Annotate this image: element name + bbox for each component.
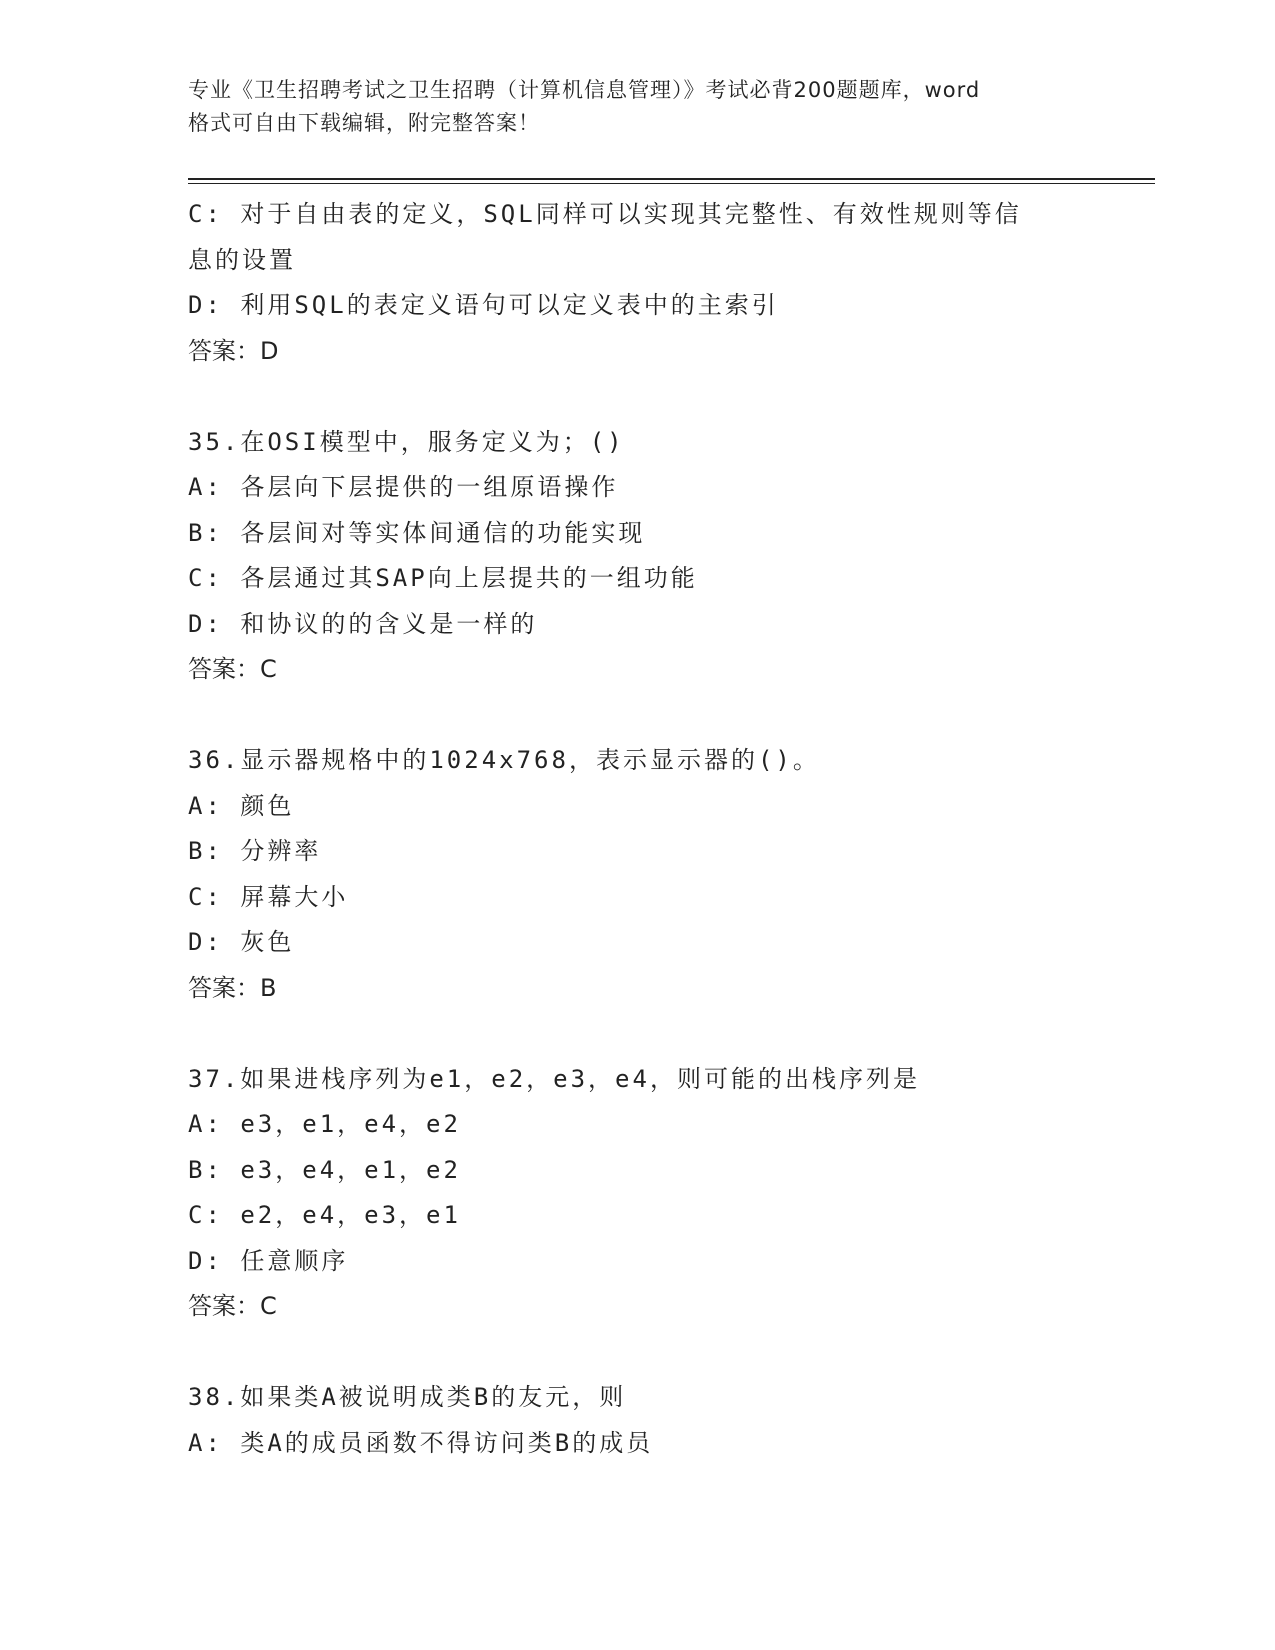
text-line: C: 屏幕大小 [188, 882, 349, 911]
question-content [188, 192, 1088, 1466]
answer-line: 答案：D [188, 336, 279, 365]
text-line: 36.显示器规格中的1024x768，表示显示器的()。 [188, 746, 820, 774]
text-line: A: 各层向下层提供的一组原语操作 [188, 473, 619, 501]
answer-line: 答案：C [188, 1292, 277, 1320]
question-gap [188, 1330, 1088, 1376]
text-line: A: 类A的成员函数不得访问类B的成员 [188, 1428, 654, 1457]
text-line: 息的设置 [188, 245, 296, 274]
text-line: D: 灰色 [188, 928, 295, 956]
text-line: 37.如果进栈序列为e1，e2，e3，e4，则可能的出栈序列是 [188, 1064, 920, 1093]
text-line: 35.在OSI模型中，服务定义为；() [188, 427, 625, 456]
header-line-2: 格式可自由下载编辑，附完整答案！ [188, 111, 540, 135]
text-line: A: 颜色 [188, 791, 295, 820]
text-line: B: e3，e4，e1，e2 [188, 1155, 461, 1184]
answer-line: 答案：C [188, 655, 277, 683]
header-divider-thin [188, 183, 1155, 184]
header-line-1: 专业《卫生招聘考试之卫生招聘（计算机信息管理）》考试必背200题题库，word [188, 78, 981, 102]
text-line: A: e3，e1，e4，e2 [188, 1110, 461, 1138]
text-line: C: e2，e4，e3，e1 [188, 1201, 461, 1229]
header-divider-thick [188, 178, 1155, 180]
question-gap [188, 374, 1088, 420]
text-line: D: 和协议的的含义是一样的 [188, 609, 538, 638]
question-gap [188, 693, 1088, 739]
question-gap [188, 1011, 1088, 1057]
document-header [188, 74, 1108, 140]
text-line: D: 利用SQL的表定义语句可以定义表中的主索引 [188, 291, 779, 319]
text-line: 38.如果类A被说明成类B的友元，则 [188, 1383, 627, 1411]
text-line: C: 各层通过其SAP向上层提共的一组功能 [188, 564, 698, 592]
text-line: D: 任意顺序 [188, 1246, 349, 1275]
answer-line: 答案：B [188, 973, 277, 1002]
text-line: C: 对于自由表的定义，SQL同样可以实现其完整性、有效性规则等信 [188, 200, 1022, 228]
text-line: B: 分辨率 [188, 837, 322, 865]
text-line: B: 各层间对等实体间通信的功能实现 [188, 518, 646, 547]
